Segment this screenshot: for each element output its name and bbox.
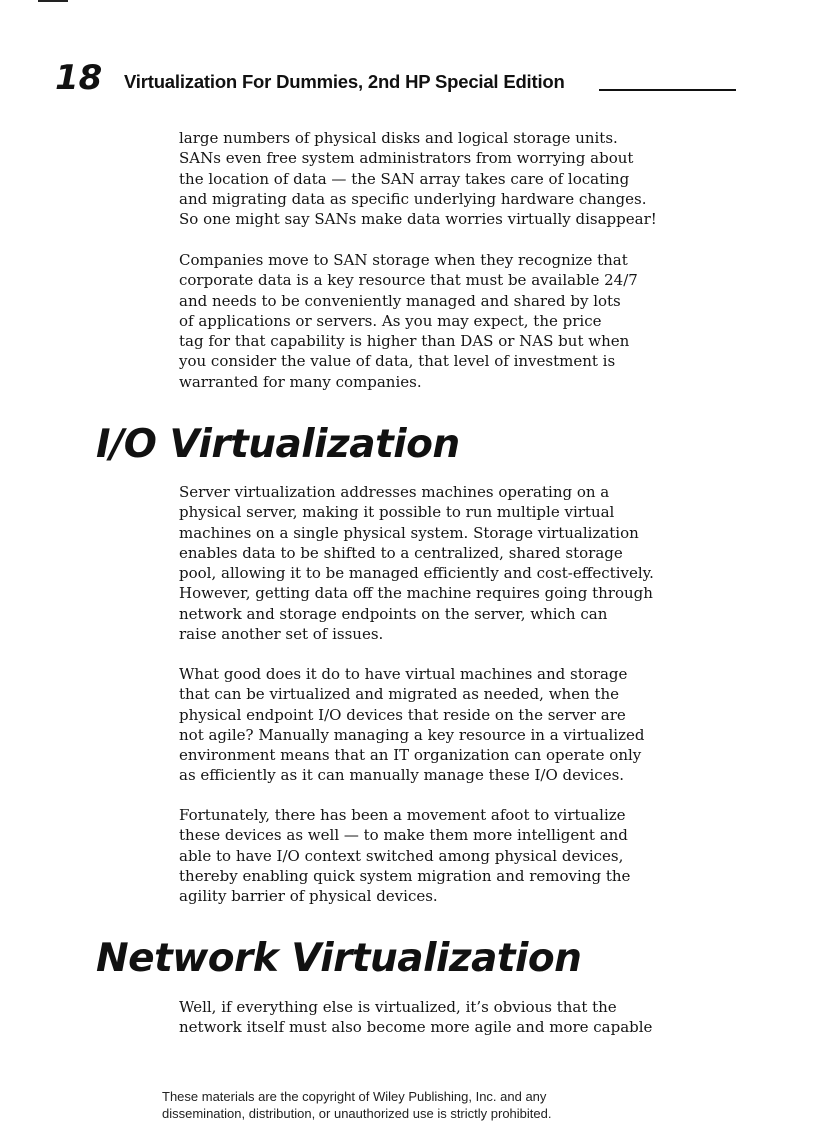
running-head-title: Virtualization For Dummies, 2nd HP Special Edition: [124, 71, 565, 92]
text-line: However, getting data off the machine requires going through: [179, 584, 653, 603]
text-line: as efficiently as it can manually manage these I/O devices.: [179, 766, 625, 785]
body-paragraph: [179, 664, 749, 786]
text-line: raise another set of issues.: [179, 625, 384, 644]
text-line: What good does it do to have virtual machines and storage: [179, 665, 628, 683]
text-line: Well, if everything else is virtualized, it’s obvious that the: [179, 998, 617, 1016]
page-number: 18: [55, 58, 103, 98]
text-line: tag for that capability is higher than DAS or NAS but when: [179, 332, 630, 351]
text-line: large numbers of physical disks and logical storage units.: [179, 129, 618, 147]
corner-crop-mark: [38, 0, 68, 2]
text-line: agility barrier of physical devices.: [179, 887, 438, 906]
section-heading-io-virtualization: I/O Virtualization: [96, 422, 460, 467]
text-line: Fortunately, there has been a movement afoot to virtualize: [179, 806, 626, 824]
text-line: So one might say SANs make data worries virtually disappear!: [179, 210, 657, 229]
text-line: warranted for many companies.: [179, 372, 422, 391]
text-line: SANs even free system administrators from worrying about: [179, 149, 634, 168]
text-line: and migrating data as specific underlying hardware changes.: [179, 189, 647, 208]
text-line: network and storage endpoints on the server, which can: [179, 604, 608, 623]
body-paragraph: [179, 250, 749, 392]
text-line: and needs to be conveniently managed and shared by lots: [179, 291, 621, 310]
copyright-notice: [162, 1088, 551, 1122]
text-line: Server virtualization addresses machines operating on a: [179, 483, 610, 501]
body-paragraph: [179, 805, 749, 906]
body-paragraph: [179, 128, 749, 229]
text-line: of applications or servers. As you may expect, the price: [179, 311, 602, 330]
text-line: physical server, making it possible to run multiple virtual: [179, 503, 615, 522]
text-line: Companies move to SAN storage when they recognize that: [179, 251, 628, 269]
text-line: pool, allowing it to be managed efficiently and cost-effectively.: [179, 564, 654, 583]
text-line: corporate data is a key resource that must be available 24/7: [179, 271, 638, 290]
text-line: enables data to be shifted to a centralized, shared storage: [179, 543, 623, 562]
text-line: network itself must also become more agile and more capable: [179, 1018, 653, 1037]
text-line: these devices as well — to make them more intelligent and: [179, 826, 628, 845]
text-line: machines on a single physical system. Storage virtualization: [179, 523, 639, 542]
text-line: not agile? Manually managing a key resource in a virtualized: [179, 725, 645, 744]
text-line: environment means that an IT organization can operate only: [179, 746, 642, 765]
header-rule: [599, 89, 736, 91]
text-line: physical endpoint I/O devices that reside on the server are: [179, 705, 626, 724]
text-line: you consider the value of data, that level of investment is: [179, 352, 616, 371]
text-line: that can be virtualized and migrated as needed, when the: [179, 685, 620, 704]
footer-line: dissemination, distribution, or unauthorized use is strictly prohibited.: [162, 1106, 552, 1121]
body-paragraph: [179, 482, 749, 644]
body-paragraph: [179, 997, 749, 1038]
section-heading-network-virtualization: Network Virtualization: [96, 936, 582, 981]
text-line: the location of data — the SAN array takes care of locating: [179, 169, 630, 188]
text-line: able to have I/O context switched among physical devices,: [179, 846, 624, 865]
text-line: thereby enabling quick system migration and removing the: [179, 866, 631, 885]
footer-line: These materials are the copyright of Wiley Publishing, Inc. and any: [162, 1089, 547, 1104]
